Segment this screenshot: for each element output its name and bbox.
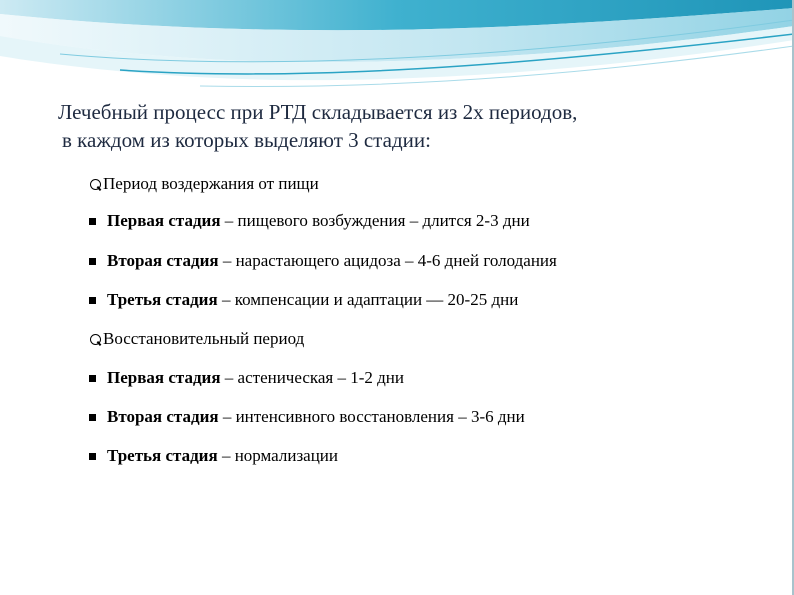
stage-item: [89, 407, 525, 427]
square-bullet-icon: [89, 218, 96, 225]
stage-description: – компенсации и адаптации — 20-25 дни: [217, 290, 519, 309]
stage-item: [89, 251, 557, 271]
title-line-2: в каждом из которых выделяют 3 стадии:: [62, 128, 431, 152]
square-bullet-icon: [89, 414, 96, 421]
period-label: Восстановительный период: [103, 329, 305, 348]
square-bullet-icon: [89, 258, 96, 265]
square-bullet-icon: [89, 297, 96, 304]
square-bullet-icon: [89, 453, 96, 460]
period-label: Период воздержания от пищи: [103, 174, 319, 193]
stage-description: – астеническая – 1-2 дни: [220, 368, 404, 387]
period-item-fasting: [89, 174, 319, 194]
stage-item: [89, 290, 518, 310]
stage-name: Первая стадия: [107, 368, 221, 387]
stage-name: Третья стадия: [107, 290, 218, 309]
checkbox-q-bullet-icon: [89, 177, 102, 191]
stage-description: – интенсивного восстановления – 3-6 дни: [218, 407, 525, 426]
stage-name: Третья стадия: [107, 446, 218, 465]
stage-description: – нормализации: [217, 446, 338, 465]
title-line-1: Лечебный процесс при РТД складывается из 2х периодов,: [58, 100, 578, 124]
header-wave-decoration: [0, 0, 794, 90]
stage-description: – пищевого возбуждения – длится 2-3 дни: [220, 211, 530, 230]
stage-name: Вторая стадия: [107, 407, 219, 426]
checkbox-q-bullet-icon: [89, 332, 102, 346]
stage-name: Первая стадия: [107, 211, 221, 230]
stage-item: [89, 446, 338, 466]
square-bullet-icon: [89, 375, 96, 382]
slide-title: [58, 98, 758, 154]
stage-item: [89, 368, 404, 388]
stage-name: Вторая стадия: [107, 251, 219, 270]
stage-description: – нарастающего ацидоза – 4-6 дней голодания: [218, 251, 557, 270]
stage-item: [89, 211, 530, 231]
period-item-recovery: [89, 329, 304, 349]
